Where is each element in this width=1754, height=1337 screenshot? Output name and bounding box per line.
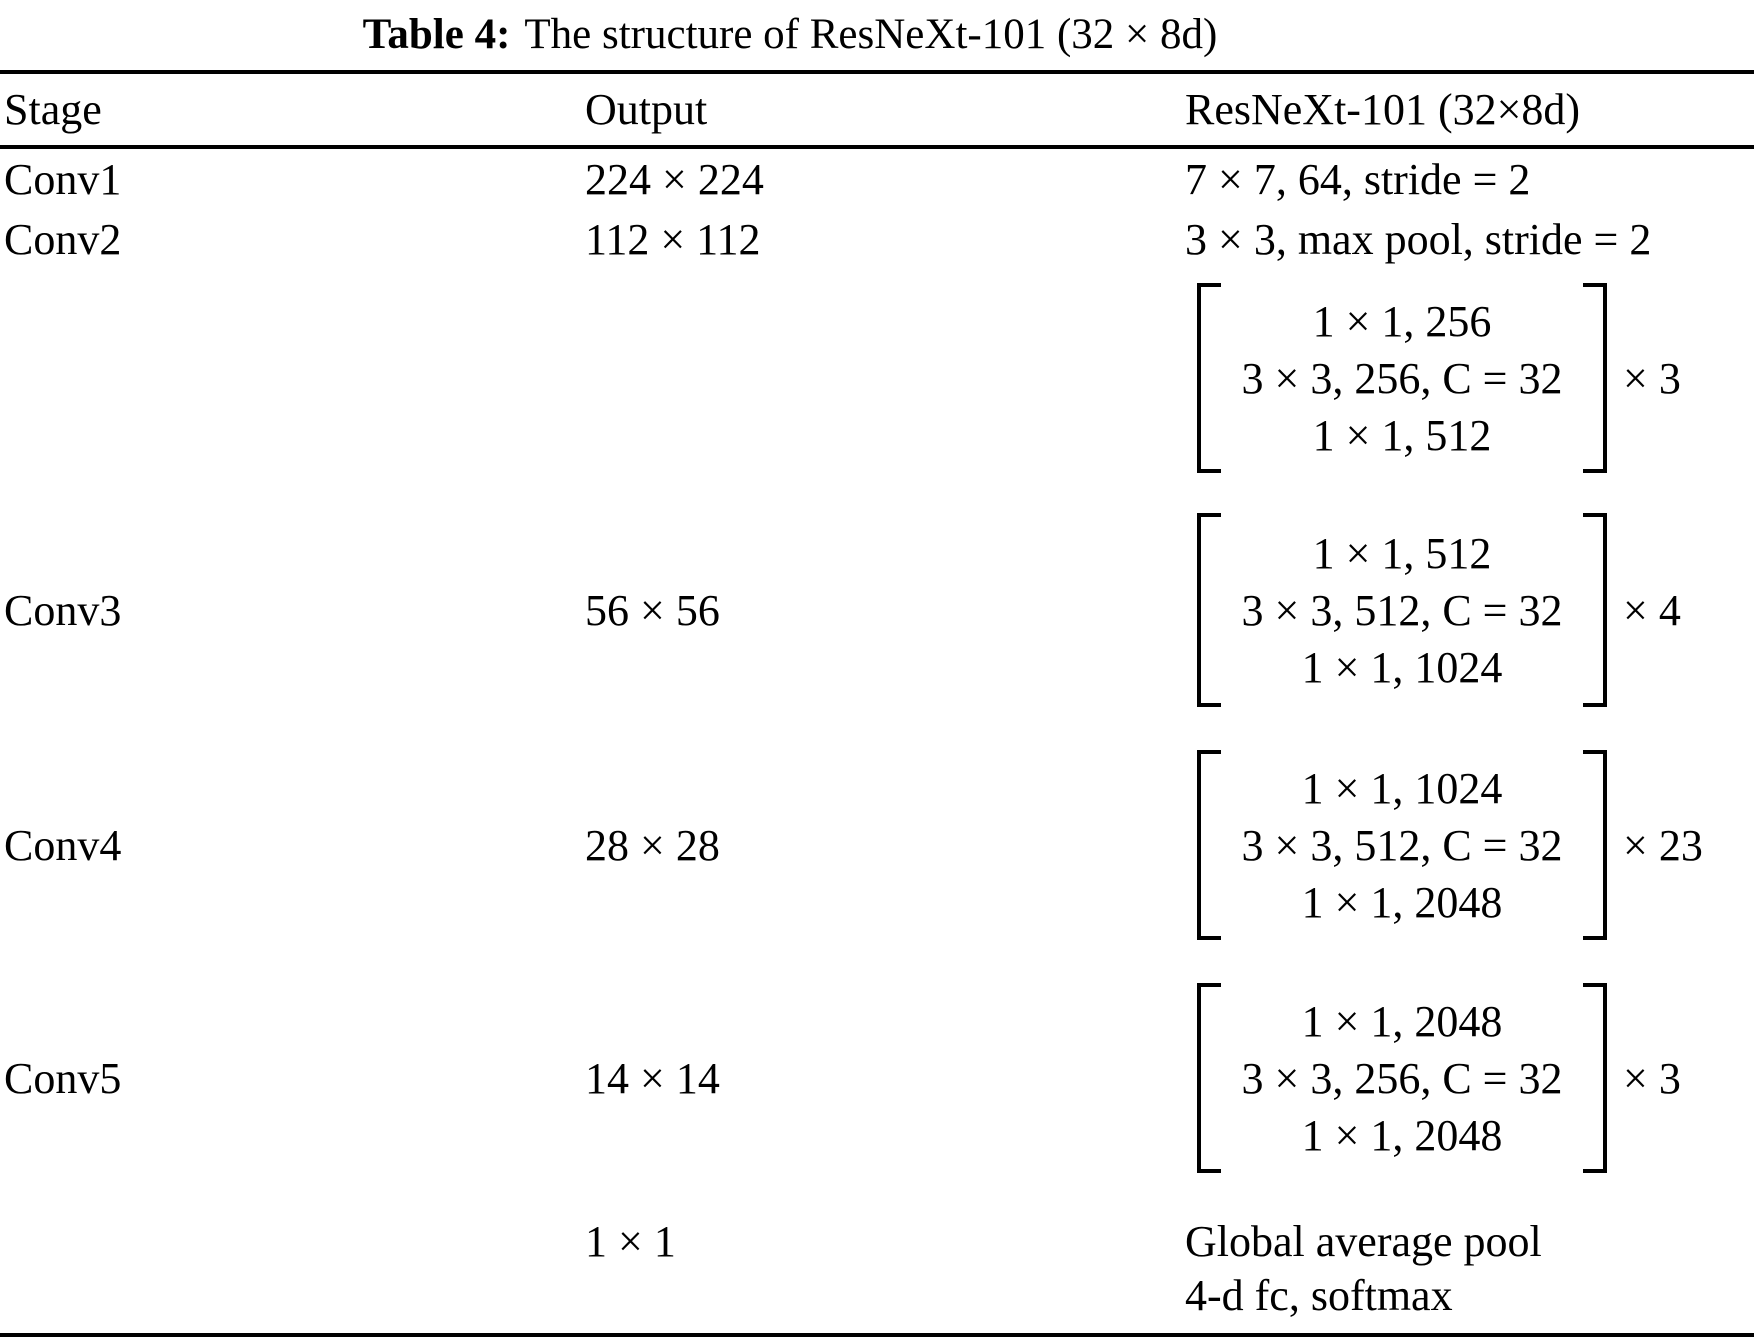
matrix-row: 1 × 1, 512	[1312, 528, 1492, 578]
matrix-row: 1 × 1, 2048	[1301, 1110, 1503, 1160]
matrix-right-bracket	[1583, 513, 1607, 707]
spec-line: 4-d fc, softmax	[1185, 1271, 1453, 1320]
output-cell: 1 × 1	[585, 1217, 676, 1266]
matrix-left-bracket	[1197, 750, 1221, 940]
matrix-left-bracket	[1197, 513, 1221, 707]
matrix-right-bracket	[1583, 283, 1607, 473]
matrix-right-bracket	[1583, 983, 1607, 1173]
table-caption	[0, 0, 1580, 70]
output-cell: 14 × 14	[585, 1053, 720, 1103]
table-header-row	[0, 74, 1754, 145]
spec-line: Global average pool	[1185, 1217, 1542, 1266]
matrix-rows	[1221, 513, 1583, 707]
table-row-conv5	[0, 983, 1754, 1173]
table-row-conv3	[0, 513, 1754, 707]
stage-cell: Conv1	[4, 155, 122, 204]
matrix-rows	[1221, 983, 1583, 1173]
stage-cell: Conv5	[4, 1053, 122, 1103]
table-bottom-rule	[0, 1333, 1754, 1337]
matrix-multiplier: × 3	[1623, 1053, 1681, 1103]
matrix-multiplier: × 3	[1623, 353, 1681, 403]
matrix-row: 3 × 3, 512, C = 32	[1241, 585, 1563, 635]
table-caption-text: The structure of ResNeXt-101 (32 × 8d)	[524, 11, 1218, 58]
table-row-conv4	[0, 750, 1754, 940]
matrix-row: 1 × 1, 2048	[1301, 996, 1503, 1046]
matrix-row: 1 × 1, 256	[1312, 296, 1492, 346]
matrix-row: 3 × 3, 512, C = 32	[1241, 820, 1563, 870]
table-row-conv2-matrix	[0, 283, 1754, 473]
matrix-right-bracket	[1583, 750, 1607, 940]
matrix-multiplier: × 23	[1623, 820, 1703, 870]
stage-cell: Conv3	[4, 585, 122, 635]
matrix-rows	[1221, 283, 1583, 473]
matrix-left-bracket	[1197, 983, 1221, 1173]
table-caption-label: Table 4:	[362, 11, 511, 58]
stage-cell: Conv4	[4, 820, 122, 870]
column-header-output: Output	[585, 85, 708, 134]
matrix-row: 1 × 1, 1024	[1301, 642, 1503, 692]
matrix-row: 1 × 1, 2048	[1301, 877, 1503, 927]
matrix-row: 1 × 1, 512	[1312, 410, 1492, 460]
matrix-left-bracket	[1197, 283, 1221, 473]
output-cell: 56 × 56	[585, 585, 720, 635]
spec-cell: 7 × 7, 64, stride = 2	[1185, 155, 1531, 204]
matrix-multiplier: × 4	[1623, 585, 1681, 635]
matrix-row: 1 × 1, 1024	[1301, 763, 1503, 813]
matrix-rows	[1221, 750, 1583, 940]
output-cell: 224 × 224	[585, 155, 764, 204]
column-header-stage: Stage	[4, 85, 102, 134]
table-row-conv2	[0, 210, 1754, 268]
matrix-row: 3 × 3, 256, C = 32	[1241, 353, 1563, 403]
output-cell: 112 × 112	[585, 214, 761, 264]
stage-cell: Conv2	[4, 214, 122, 264]
matrix-row: 3 × 3, 256, C = 32	[1241, 1053, 1563, 1103]
conv2-matrix	[1197, 283, 1681, 473]
conv3-matrix	[1197, 513, 1681, 707]
conv4-matrix	[1197, 750, 1703, 940]
output-cell: 28 × 28	[585, 820, 720, 870]
spec-cell: 3 × 3, max pool, stride = 2	[1185, 214, 1652, 264]
conv5-matrix	[1197, 983, 1681, 1173]
table-row-classifier	[0, 1215, 1754, 1323]
table-row-conv1	[0, 149, 1754, 210]
spec-cell	[1185, 1215, 1754, 1323]
column-header-model: ResNeXt-101 (32×8d)	[1185, 85, 1581, 134]
